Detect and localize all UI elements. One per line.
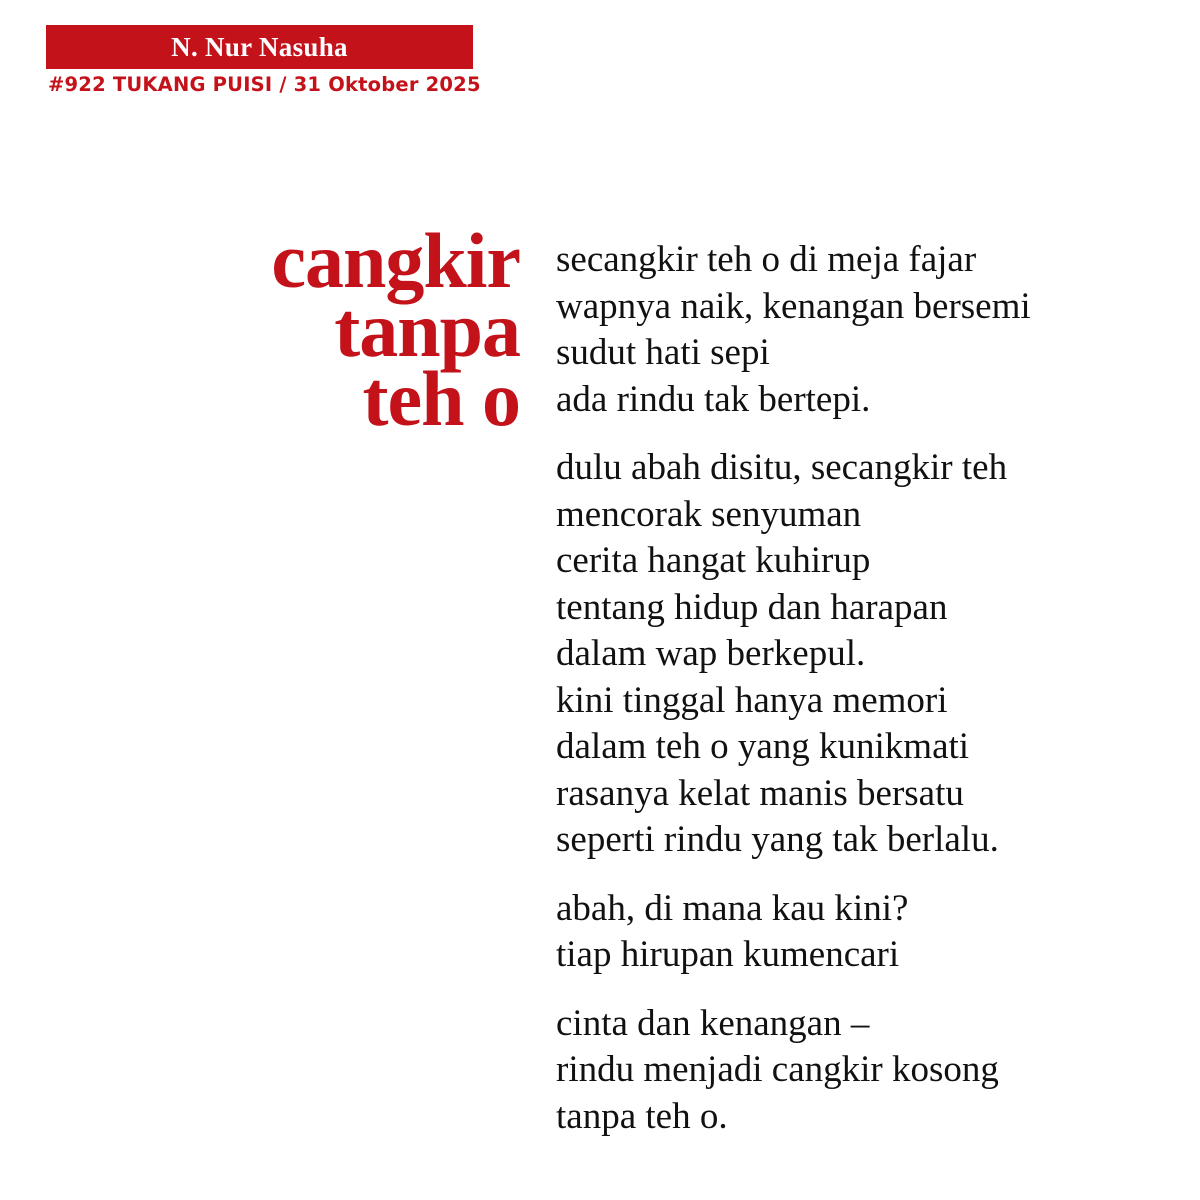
poem-line: rasanya kelat manis bersatu bbox=[556, 772, 964, 814]
stanza-1 bbox=[556, 237, 1176, 423]
poem-line: ada rindu tak bertepi. bbox=[556, 378, 871, 420]
stanza-2 bbox=[556, 445, 1176, 864]
poem-line: dalam teh o yang kunikmati bbox=[556, 726, 970, 767]
poem-line: wapnya naik, kenangan bersemi bbox=[556, 285, 1031, 327]
poem-line: tentang hidup dan harapan bbox=[556, 586, 948, 628]
poem-line: tanpa teh o. bbox=[556, 1095, 728, 1137]
poem-line: cerita hangat kuhirup bbox=[556, 540, 871, 581]
poem-line: kini tinggal hanya memori bbox=[556, 679, 948, 721]
poem-line: dulu abah disitu, secangkir teh bbox=[556, 447, 1008, 488]
poem-title-line: tanpa bbox=[334, 286, 520, 373]
poem-line: secangkir teh o di meja fajar bbox=[556, 239, 977, 280]
poem-line: rindu menjadi cangkir kosong bbox=[556, 1049, 999, 1090]
poem-line: seperti rindu yang tak berlalu. bbox=[556, 819, 999, 860]
author-banner bbox=[46, 25, 473, 69]
poem-line: abah, di mana kau kini? bbox=[556, 887, 909, 929]
stanza-4 bbox=[556, 1001, 1176, 1141]
poem-line: cinta dan kenangan – bbox=[556, 1002, 870, 1044]
series-info: #922 TUKANG PUISI / 31 Oktober 2025 bbox=[48, 73, 481, 96]
poem-line: tiap hirupan kumencari bbox=[556, 934, 900, 975]
poem-line: dalam wap berkepul. bbox=[556, 633, 866, 674]
author-name: N. Nur Nasuha bbox=[171, 32, 348, 62]
stanza-3 bbox=[556, 886, 1176, 979]
poem-line: sudut hati sepi bbox=[556, 332, 770, 373]
poem-title bbox=[200, 217, 520, 442]
poem-title-line: cangkir bbox=[271, 217, 520, 304]
poem-body bbox=[556, 237, 1176, 1162]
poem-title-line: teh o bbox=[362, 355, 520, 442]
poem-line: mencorak senyuman bbox=[556, 493, 862, 535]
